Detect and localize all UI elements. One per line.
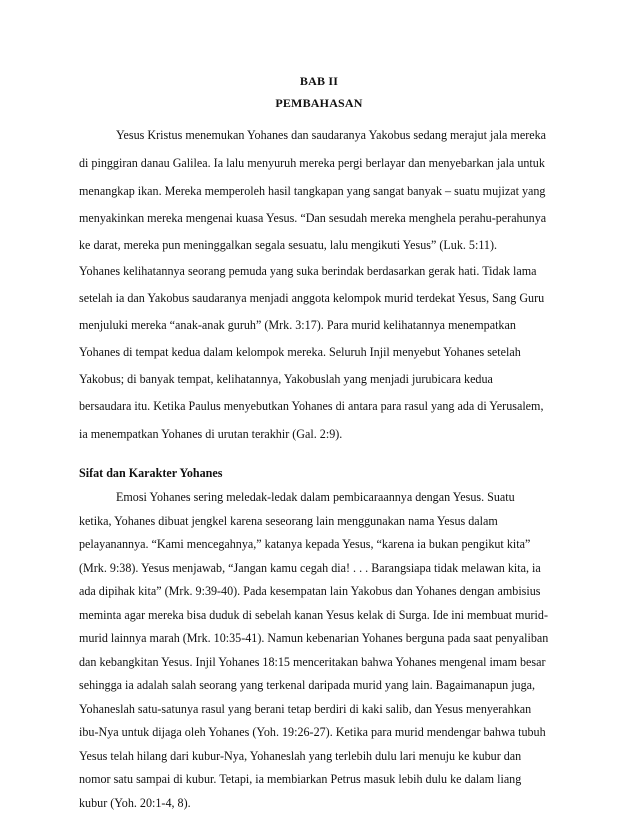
paragraph-line: setelah ia dan Yakobus saudaranya menjadi anggota kelompok murid terdekat Yesus, Sang Guru [79,291,545,305]
paragraph-line: menyakinkan mereka mengenai kuasa Yesus. “Dan sesudah mereka menghela perahu-perahunya [79,211,547,225]
paragraph-line: ketika, Yohanes dibuat jengkel karena seseorang lain menggunakan nama Yesus dalam [79,513,498,528]
paragraph-line: Yohanes di tempat kedua dalam kelompok mereka. Seluruh Injil menyebut Yohanes setelah [79,345,521,359]
paragraph-line: Yesus Kristus menemukan Yohanes dan saudaranya Yakobus sedang merajut jala mereka [116,128,547,142]
paragraph-line: Yesus telah hilang dari kubur-Nya, Yohaneslah yang terlebih dulu lari menuju ke kubur dan [79,748,522,763]
section-heading: Sifat dan Karakter Yohanes [79,466,223,480]
paragraph-line: pelayanannya. “Kami mencegahnya,” katanya kepada Yesus, “karena ia bukan pengikut kita” [79,537,531,551]
paragraph-line: nomor satu sampai di kubur. Tetapi, ia membiarkan Petrus masuk lebih dulu ke dalam liang [79,772,522,786]
paragraph-line: sehingga ia adalah salah seorang yang terkenal daripada murid yang lain. Bagaimanapun juga, [79,678,536,692]
paragraph-line: bersaudara itu. Ketika Paulus menyebutkan Yohanes di antara para rasul yang ada di Yerusalem, [79,399,544,413]
paragraph-line: Yohanes kelihatannya seorang pemuda yang suka berindak berdasarkan gerak hati. Tidak lama [79,264,537,278]
paragraph-line: menjuluki mereka “anak-anak guruh” (Mrk. 3:17). Para murid kelihatannya menempatkan [79,318,516,332]
paragraph-line: murid lainnya marah (Mrk. 10:35-41). Namun kebenarian Yohanes berguna pada saat penyaliban [79,631,549,645]
paragraph-line: Emosi Yohanes sering meledak-ledak dalam pembicaraannya dengan Yesus. Suatu [116,490,515,504]
paragraph-line: di pinggiran danau Galilea. Ia lalu menyuruh mereka pergi berlayar dan menyebarkan jala untuk [79,156,545,170]
paragraph-line: menangkap ikan. Mereka memperoleh hasil tangkapan yang sangat banyak – suatu mujizat yang [79,184,546,198]
paragraph-line: meminta agar mereka bisa duduk di sebelah kanan Yesus kelak di Surga. Ide ini membuat murid- [79,607,548,622]
paragraph-line: ia menempatkan Yohanes di urutan terakhir (Gal. 2:9). [79,427,343,441]
paragraph-line: Yohaneslah satu-satunya rasul yang berani tetap berdiri di kaki salib, dan Yesus menyerahkan [79,701,532,716]
paragraph-line: kubur (Yoh. 20:1-4, 8). [79,795,191,810]
paragraph-line: ke darat, mereka pun meninggalkan segala sesuatu, lalu mengikuti Yesus” (Luk. 5:11). [79,238,498,252]
paragraph-line: ada dipihak kita” (Mrk. 9:39-40). Pada kesempatan lain Yakobus dan Yohanes dengan ambisius [79,584,541,598]
paragraph-line: ibu-Nya untuk dijaga oleh Yohanes (Yoh. 19:26-27). Ketika para murid mendengar bahwa tubuh [79,725,546,739]
paragraph-line: (Mrk. 9:38). Yesus menjawab, “Jangan kamu cegah dia! . . . Barangsiapa tidak melawan kita, ia [79,560,541,575]
paragraph-line: dan kebangkitan Yesus. Injil Yohanes 18:15 menceritakan bahwa Yohanes mengenal imam besar [79,654,546,669]
chapter-number: BAB II [299,74,339,88]
paragraph-line: Yakobus; di banyak tempat, kelihatannya, Yakobuslah yang menjadi jurubicara kedua [79,372,493,386]
chapter-title: PEMBAHASAN [275,96,363,110]
